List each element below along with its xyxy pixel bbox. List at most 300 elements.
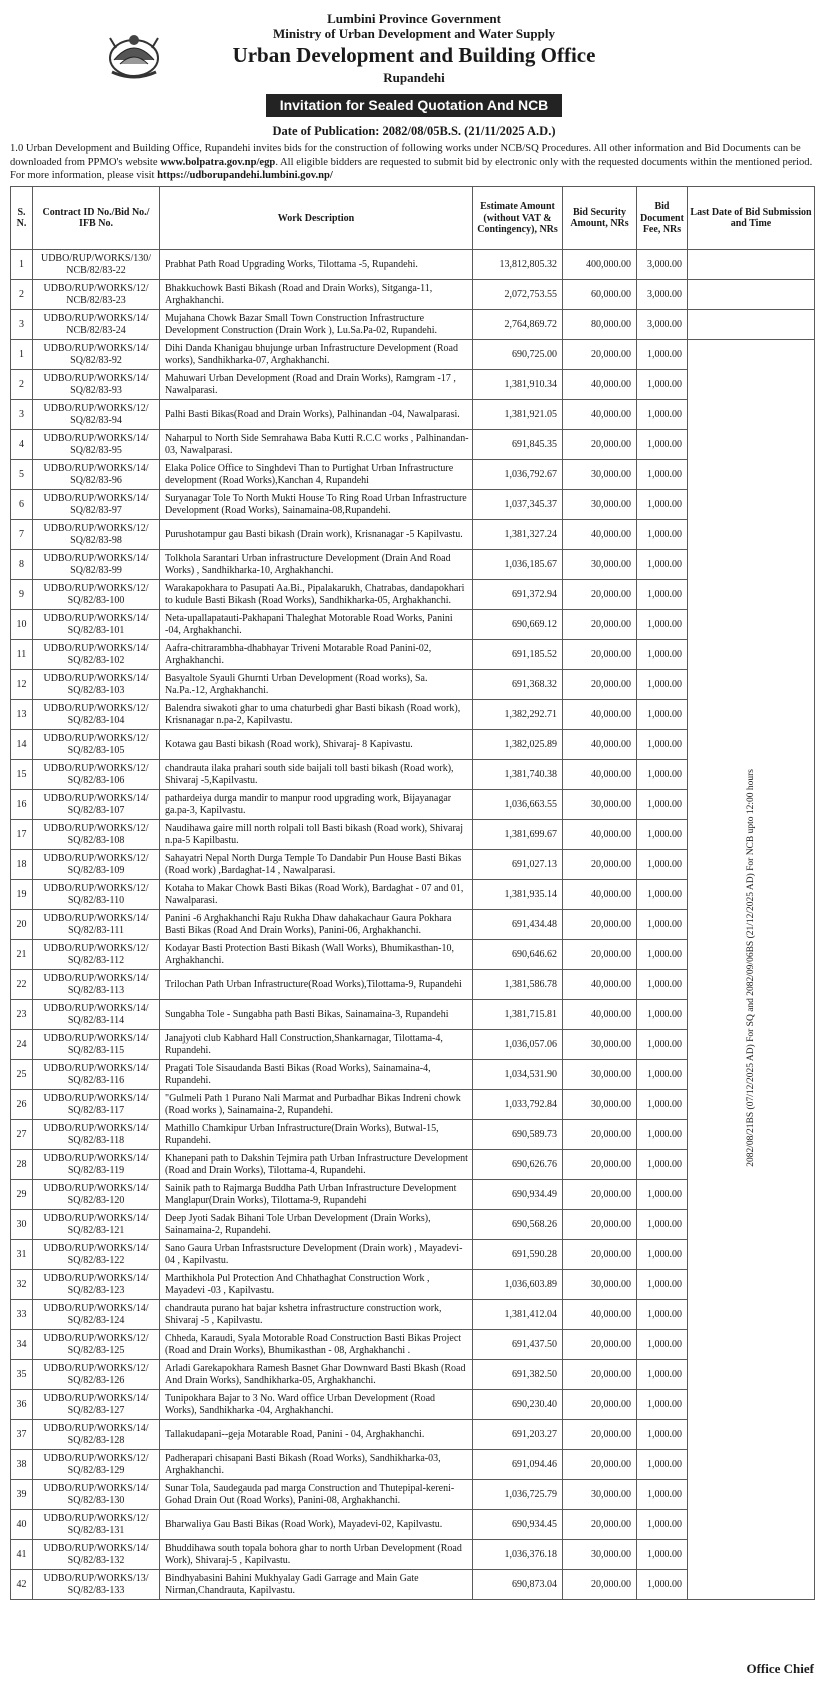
row-sn: 39: [11, 1480, 33, 1510]
row-contract-id: UDBO/RUP/WORKS/14/ SQ/82/83-116: [33, 1060, 160, 1090]
row-bid-security: 30,000.00: [563, 490, 637, 520]
row-document-fee: 1,000.00: [637, 580, 688, 610]
row-work-description: Deep Jyoti Sadak Bihani Tole Urban Development (Drain Works), Sainamaina-2, Rupandehi.: [160, 1210, 473, 1240]
row-document-fee: 1,000.00: [637, 370, 688, 400]
row-contract-id: UDBO/RUP/WORKS/12/ SQ/82/83-108: [33, 820, 160, 850]
row-bid-security: 30,000.00: [563, 1480, 637, 1510]
row-sn: 3: [11, 400, 33, 430]
row-estimate-amount: 690,873.04: [473, 1570, 563, 1600]
row-document-fee: 3,000.00: [637, 280, 688, 310]
row-sn: 27: [11, 1120, 33, 1150]
row-work-description: Bindhyabasini Bahini Mukhyalay Gadi Garrage and Main Gate Nirman,Chandrauta, Kapilvastu.: [160, 1570, 473, 1600]
row-work-description: Padherapari chisapani Basti Bikash (Road Works), Sandhikharka-03, Arghakhanchi.: [160, 1450, 473, 1480]
header-sn: S. N.: [11, 187, 33, 250]
row-document-fee: 1,000.00: [637, 1420, 688, 1450]
row-document-fee: 1,000.00: [637, 1300, 688, 1330]
row-work-description: pathardeiya durga mandir to manpur rood upgrading work, Bijayanagar ga.pa-3, Kapilvastu.: [160, 790, 473, 820]
row-work-description: Tolkhola Sarantari Urban infrastructure Development (Drain And Road Works) , Sandhikharka-10, Arghakhanchi.: [160, 550, 473, 580]
row-sn: 13: [11, 700, 33, 730]
row-estimate-amount: 691,382.50: [473, 1360, 563, 1390]
deadline-cell: [688, 340, 815, 1600]
row-work-description: Mahuwari Urban Development (Road and Drain Works), Ramgram -17 , Nawalparasi.: [160, 370, 473, 400]
row-contract-id: UDBO/RUP/WORKS/14/ SQ/82/83-107: [33, 790, 160, 820]
intro-paragraph: [10, 142, 818, 183]
row-contract-id: UDBO/RUP/WORKS/14/ SQ/82/83-121: [33, 1210, 160, 1240]
row-sn: 20: [11, 910, 33, 940]
row-contract-id: UDBO/RUP/WORKS/14/ SQ/82/83-119: [33, 1150, 160, 1180]
row-estimate-amount: 1,036,376.18: [473, 1540, 563, 1570]
row-bid-security: 30,000.00: [563, 1540, 637, 1570]
row-estimate-amount: 13,812,805.32: [473, 250, 563, 280]
row-contract-id: UDBO/RUP/WORKS/12/ SQ/82/83-126: [33, 1360, 160, 1390]
ministry-name: Ministry of Urban Development and Water Supply: [273, 25, 555, 41]
row-bid-security: 20,000.00: [563, 610, 637, 640]
row-contract-id: UDBO/RUP/WORKS/14/ SQ/82/83-118: [33, 1120, 160, 1150]
row-work-description: Balendra siwakoti ghar to uma chaturbedi ghar Basti bikash (Road work), Krisnanagar n.pa-2, Kapilvastu.: [160, 700, 473, 730]
row-bid-security: 20,000.00: [563, 1150, 637, 1180]
row-sn: 37: [11, 1420, 33, 1450]
row-contract-id: UDBO/RUP/WORKS/14/ SQ/82/83-117: [33, 1090, 160, 1120]
row-work-description: Sainik path to Rajmarga Buddha Path Urban Infrastructure Development Manglapur(Drain Works), Tilottama-9, Rupandehi: [160, 1180, 473, 1210]
row-estimate-amount: 690,568.26: [473, 1210, 563, 1240]
intro-text-2: . All eligible bidders are requested to submit bid by electronic only with the requested documents within the mentioned period. For more information, please visit: [10, 156, 813, 182]
bolpatra-link[interactable]: www.bolpatra.gov.np/egp: [160, 156, 276, 168]
row-bid-security: 40,000.00: [563, 700, 637, 730]
row-document-fee: 1,000.00: [637, 850, 688, 880]
row-bid-security: 20,000.00: [563, 580, 637, 610]
row-sn: 35: [11, 1360, 33, 1390]
row-sn: 8: [11, 550, 33, 580]
row-bid-security: 40,000.00: [563, 820, 637, 850]
row-sn: 9: [11, 580, 33, 610]
row-estimate-amount: 1,381,327.24: [473, 520, 563, 550]
row-contract-id: UDBO/RUP/WORKS/14/ SQ/82/83-102: [33, 640, 160, 670]
row-document-fee: 1,000.00: [637, 1060, 688, 1090]
row-bid-security: 20,000.00: [563, 910, 637, 940]
row-bid-security: 40,000.00: [563, 730, 637, 760]
row-work-description: Trilochan Path Urban Infrastructure(Road Works),Tilottama-9, Rupandehi: [160, 970, 473, 1000]
row-document-fee: 1,000.00: [637, 700, 688, 730]
row-estimate-amount: 1,037,345.37: [473, 490, 563, 520]
row-contract-id: UDBO/RUP/WORKS/12/ SQ/82/83-98: [33, 520, 160, 550]
row-work-description: Khanepani path to Dakshin Tejmira path Urban Infrastructure Development (Road and Drain Works), Tilottama-4, Rupandehi.: [160, 1150, 473, 1180]
row-document-fee: 1,000.00: [637, 1120, 688, 1150]
row-estimate-amount: 2,072,753.55: [473, 280, 563, 310]
row-bid-security: 20,000.00: [563, 1450, 637, 1480]
notice-banner: Invitation for Sealed Quotation And NCB: [266, 94, 563, 117]
row-contract-id: UDBO/RUP/WORKS/14/ SQ/82/83-130: [33, 1480, 160, 1510]
row-work-description: Sungabha Tole - Sungabha path Basti Bikas, Sainamaina-3, Rupandehi: [160, 1000, 473, 1030]
row-document-fee: 1,000.00: [637, 1540, 688, 1570]
row-estimate-amount: 690,589.73: [473, 1120, 563, 1150]
row-contract-id: UDBO/RUP/WORKS/14/ SQ/82/83-123: [33, 1270, 160, 1300]
row-estimate-amount: 1,382,025.89: [473, 730, 563, 760]
row-contract-id: UDBO/RUP/WORKS/14/ NCB/82/83-24: [33, 310, 160, 340]
row-work-description: Arladi Garekapokhara Ramesh Basnet Ghar Downward Basti Bkash (Road And Drain Works), Sandhikharka-05, Arghakhanchi.: [160, 1360, 473, 1390]
row-document-fee: 3,000.00: [637, 310, 688, 340]
row-document-fee: 1,000.00: [637, 1240, 688, 1270]
row-work-description: Bharwaliya Gau Basti Bikas (Road Work), Mayadevi-02, Kapilvastu.: [160, 1510, 473, 1540]
row-bid-security: 30,000.00: [563, 460, 637, 490]
row-contract-id: UDBO/RUP/WORKS/12/ SQ/82/83-100: [33, 580, 160, 610]
row-contract-id: UDBO/RUP/WORKS/12/ SQ/82/83-131: [33, 1510, 160, 1540]
row-estimate-amount: 1,381,715.81: [473, 1000, 563, 1030]
row-contract-id: UDBO/RUP/WORKS/13/ SQ/82/83-133: [33, 1570, 160, 1600]
row-sn: 21: [11, 940, 33, 970]
row-contract-id: UDBO/RUP/WORKS/14/ SQ/82/83-97: [33, 490, 160, 520]
row-work-description: Chheda, Karaudi, Syala Motorable Road Construction Basti Bikas Project (Road and Drain Works), Bhumikasthan - 08, Arghakhanchi .: [160, 1330, 473, 1360]
row-bid-security: 40,000.00: [563, 400, 637, 430]
row-contract-id: UDBO/RUP/WORKS/12/ SQ/82/83-106: [33, 760, 160, 790]
row-work-description: chandrauta purano hat bajar kshetra infrastructure construction work, Shivaraj -5 , Kapilvastu.: [160, 1300, 473, 1330]
row-sn: 6: [11, 490, 33, 520]
bid-table: [10, 186, 815, 1600]
table-row: [11, 340, 815, 370]
publication-date: Date of Publication: 2082/08/05B.S. (21/11/2025 A.D.): [272, 123, 556, 138]
row-document-fee: 1,000.00: [637, 640, 688, 670]
row-estimate-amount: 691,203.27: [473, 1420, 563, 1450]
row-work-description: Mathillo Chamkipur Urban Infrastructure(Drain Works), Butwal-15, Rupandehi.: [160, 1120, 473, 1150]
row-document-fee: 1,000.00: [637, 1480, 688, 1510]
row-contract-id: UDBO/RUP/WORKS/14/ SQ/82/83-96: [33, 460, 160, 490]
row-bid-security: 400,000.00: [563, 250, 637, 280]
row-sn: 15: [11, 760, 33, 790]
row-contract-id: UDBO/RUP/WORKS/12/ SQ/82/83-94: [33, 400, 160, 430]
row-contract-id: UDBO/RUP/WORKS/14/ SQ/82/83-132: [33, 1540, 160, 1570]
row-sn: 26: [11, 1090, 33, 1120]
row-sn: 1: [11, 340, 33, 370]
row-estimate-amount: 1,381,699.67: [473, 820, 563, 850]
row-estimate-amount: 1,036,185.67: [473, 550, 563, 580]
row-bid-security: 20,000.00: [563, 1390, 637, 1420]
row-sn: 12: [11, 670, 33, 700]
row-contract-id: UDBO/RUP/WORKS/14/ SQ/82/83-114: [33, 1000, 160, 1030]
row-sn: 31: [11, 1240, 33, 1270]
row-bid-security: 20,000.00: [563, 1360, 637, 1390]
row-document-fee: 1,000.00: [637, 400, 688, 430]
header-document-fee: Bid Document Fee, NRs: [637, 187, 688, 250]
row-estimate-amount: 690,725.00: [473, 340, 563, 370]
row-document-fee: 1,000.00: [637, 1270, 688, 1300]
table-header-row: [11, 187, 815, 250]
row-bid-security: 40,000.00: [563, 1300, 637, 1330]
notice-page: [10, 12, 818, 1683]
row-contract-id: UDBO/RUP/WORKS/14/ SQ/82/83-101: [33, 610, 160, 640]
row-bid-security: 40,000.00: [563, 760, 637, 790]
row-estimate-amount: 1,036,603.89: [473, 1270, 563, 1300]
row-estimate-amount: 691,368.32: [473, 670, 563, 700]
row-bid-security: 40,000.00: [563, 970, 637, 1000]
row-sn: 14: [11, 730, 33, 760]
row-sn: 30: [11, 1210, 33, 1240]
table-row: [11, 310, 815, 340]
row-bid-security: 20,000.00: [563, 1120, 637, 1150]
row-sn: 28: [11, 1150, 33, 1180]
row-document-fee: 1,000.00: [637, 760, 688, 790]
row-document-fee: 1,000.00: [637, 1180, 688, 1210]
row-work-description: Kotawa gau Basti bikash (Road work), Shivaraj- 8 Kapivastu.: [160, 730, 473, 760]
row-contract-id: UDBO/RUP/WORKS/12/ SQ/82/83-109: [33, 850, 160, 880]
row-contract-id: UDBO/RUP/WORKS/14/ SQ/82/83-115: [33, 1030, 160, 1060]
row-work-description: Basyaltole Syauli Ghurnti Urban Development (Road works), Sa. Na.Pa.-12, Arghakhanchi.: [160, 670, 473, 700]
row-estimate-amount: 1,033,792.84: [473, 1090, 563, 1120]
row-document-fee: 1,000.00: [637, 1090, 688, 1120]
row-sn: 40: [11, 1510, 33, 1540]
row-estimate-amount: 691,590.28: [473, 1240, 563, 1270]
row-contract-id: UDBO/RUP/WORKS/12/ NCB/82/83-23: [33, 280, 160, 310]
district-name: Rupandehi: [383, 70, 445, 86]
header-last-date: Last Date of Bid Submission and Time: [688, 187, 815, 250]
row-document-fee: 1,000.00: [637, 1330, 688, 1360]
row-contract-id: UDBO/RUP/WORKS/14/ SQ/82/83-127: [33, 1390, 160, 1420]
row-bid-security: 30,000.00: [563, 1060, 637, 1090]
row-work-description: Sahayatri Nepal North Durga Temple To Dandabir Pun House Basti Bikas (Road work) ,Bardaghat-14 , Nawalparasi.: [160, 850, 473, 880]
header-contract-id: Contract ID No./Bid No./ IFB No.: [33, 187, 160, 250]
row-contract-id: UDBO/RUP/WORKS/12/ SQ/82/83-110: [33, 880, 160, 910]
province-name: Lumbini Province Government: [327, 11, 501, 26]
row-sn: 36: [11, 1390, 33, 1420]
row-estimate-amount: 691,845.35: [473, 430, 563, 460]
row-sn: 33: [11, 1300, 33, 1330]
row-work-description: Janajyoti club Kabhard Hall Construction,Shankarnagar, Tilottama-4, Rupandehi.: [160, 1030, 473, 1060]
row-estimate-amount: 2,764,869.72: [473, 310, 563, 340]
row-contract-id: UDBO/RUP/WORKS/14/ SQ/82/83-113: [33, 970, 160, 1000]
row-estimate-amount: 1,381,412.04: [473, 1300, 563, 1330]
row-work-description: Pragati Tole Sisaudanda Basti Bikas (Road Works), Sainamaina-4, Rupandehi.: [160, 1060, 473, 1090]
row-contract-id: UDBO/RUP/WORKS/14/ SQ/82/83-111: [33, 910, 160, 940]
row-bid-security: 20,000.00: [563, 670, 637, 700]
row-estimate-amount: 691,372.94: [473, 580, 563, 610]
table-row: [11, 280, 815, 310]
row-contract-id: UDBO/RUP/WORKS/14/ SQ/82/83-95: [33, 430, 160, 460]
office-chief-signature: Office Chief: [746, 1661, 814, 1676]
row-sn: 3: [11, 310, 33, 340]
row-sn: 23: [11, 1000, 33, 1030]
office-name: Urban Development and Building Office: [232, 42, 596, 67]
row-estimate-amount: 690,934.45: [473, 1510, 563, 1540]
row-estimate-amount: 691,027.13: [473, 850, 563, 880]
row-work-description: Kodayar Basti Protection Basti Bikash (Wall Works), Bhumikasthan-10, Arghakhanchi.: [160, 940, 473, 970]
row-contract-id: UDBO/RUP/WORKS/130/ NCB/82/83-22: [33, 250, 160, 280]
row-last-date-empty: [688, 250, 815, 280]
row-contract-id: UDBO/RUP/WORKS/12/ SQ/82/83-105: [33, 730, 160, 760]
row-estimate-amount: 1,381,586.78: [473, 970, 563, 1000]
row-bid-security: 40,000.00: [563, 520, 637, 550]
row-bid-security: 30,000.00: [563, 1270, 637, 1300]
header-bid-security: Bid Security Amount, NRs: [563, 187, 637, 250]
row-work-description: Elaka Police Office to Singhdevi Than to Purtighat Urban Infrastructure development (Road Works),Kanchan 4, Rupandehi: [160, 460, 473, 490]
row-document-fee: 1,000.00: [637, 970, 688, 1000]
row-bid-security: 30,000.00: [563, 790, 637, 820]
row-work-description: Tallakudapani--geja Motarable Road, Panini - 04, Arghakhanchi.: [160, 1420, 473, 1450]
row-sn: 41: [11, 1540, 33, 1570]
row-estimate-amount: 1,381,910.34: [473, 370, 563, 400]
row-work-description: Kotaha to Makar Chowk Basti Bikas (Road Work), Bardaghat - 07 and 01, Nawalparasi.: [160, 880, 473, 910]
row-sn: 38: [11, 1450, 33, 1480]
row-last-date-empty: [688, 280, 815, 310]
row-work-description: Bhakkuchowk Basti Bikash (Road and Drain Works), Sitganga-11, Arghakhanchi.: [160, 280, 473, 310]
row-sn: 19: [11, 880, 33, 910]
row-document-fee: 1,000.00: [637, 1510, 688, 1540]
row-work-description: Palhi Basti Bikas(Road and Drain Works), Palhinandan -04, Nawalparasi.: [160, 400, 473, 430]
row-work-description: chandrauta ilaka prahari south side baijali toll basti bikash (Road work), Shivaraj -5,Kapilvastu.: [160, 760, 473, 790]
row-estimate-amount: 690,230.40: [473, 1390, 563, 1420]
row-work-description: Sunar Tola, Saudegauda pad marga Construction and Thutepipal-kereni-Gohad Drain Out (Road Works), Panini-08, Arghakhanchi.: [160, 1480, 473, 1510]
row-document-fee: 1,000.00: [637, 910, 688, 940]
row-document-fee: 1,000.00: [637, 1450, 688, 1480]
row-sn: 22: [11, 970, 33, 1000]
row-work-description: Naudihawa gaire mill north rolpali toll Basti bikash (Road work), Shivaraj n.pa-5 Kapilbastu.: [160, 820, 473, 850]
deadline-note: 2082/08/21BS (07/12/2025 AD) For SQ and 2082/09/06BS (21/12/2025 AD) For NCB upto 12:00 hours: [745, 769, 756, 1167]
row-estimate-amount: 1,381,935.14: [473, 880, 563, 910]
header-work-description: Work Description: [160, 187, 473, 250]
row-estimate-amount: 690,626.76: [473, 1150, 563, 1180]
row-estimate-amount: 1,036,663.55: [473, 790, 563, 820]
row-document-fee: 1,000.00: [637, 520, 688, 550]
row-estimate-amount: 1,036,725.79: [473, 1480, 563, 1510]
row-contract-id: UDBO/RUP/WORKS/14/ SQ/82/83-122: [33, 1240, 160, 1270]
row-sn: 10: [11, 610, 33, 640]
row-document-fee: 1,000.00: [637, 490, 688, 520]
row-bid-security: 80,000.00: [563, 310, 637, 340]
row-document-fee: 1,000.00: [637, 1030, 688, 1060]
row-bid-security: 20,000.00: [563, 1240, 637, 1270]
row-bid-security: 20,000.00: [563, 430, 637, 460]
row-sn: 24: [11, 1030, 33, 1060]
row-document-fee: 1,000.00: [637, 820, 688, 850]
row-bid-security: 20,000.00: [563, 1510, 637, 1540]
row-estimate-amount: 691,185.52: [473, 640, 563, 670]
table-row: [11, 250, 815, 280]
intro-text-1: 1.0 Urban Development and Building Office, Rupandehi invites bids for the construction of following works under NCB/SQ Procedures. All other information and Bid Documents can be downloaded from PPMO's website: [10, 142, 801, 168]
row-bid-security: 20,000.00: [563, 1180, 637, 1210]
row-estimate-amount: 690,646.62: [473, 940, 563, 970]
row-bid-security: 30,000.00: [563, 550, 637, 580]
row-document-fee: 1,000.00: [637, 1360, 688, 1390]
row-estimate-amount: 1,381,740.38: [473, 760, 563, 790]
row-document-fee: 1,000.00: [637, 790, 688, 820]
row-work-description: Panini -6 Arghakhanchi Raju Rukha Dhaw dahakachaur Gaura Pokhara Basti Bikas (Road And Drain Works), Panini-06, Arghakhanchi.: [160, 910, 473, 940]
row-work-description: Naharpul to North Side Semrahawa Baba Kutti R.C.C works , Palhinandan-03, Nawalparasi.: [160, 430, 473, 460]
row-document-fee: 1,000.00: [637, 1150, 688, 1180]
row-bid-security: 30,000.00: [563, 1090, 637, 1120]
row-bid-security: 40,000.00: [563, 880, 637, 910]
nepal-emblem-icon: [106, 28, 162, 84]
row-bid-security: 20,000.00: [563, 940, 637, 970]
row-sn: 11: [11, 640, 33, 670]
row-contract-id: UDBO/RUP/WORKS/14/ SQ/82/83-103: [33, 670, 160, 700]
row-contract-id: UDBO/RUP/WORKS/14/ SQ/82/83-128: [33, 1420, 160, 1450]
row-estimate-amount: 1,036,792.67: [473, 460, 563, 490]
row-document-fee: 1,000.00: [637, 670, 688, 700]
row-sn: 34: [11, 1330, 33, 1360]
row-bid-security: 20,000.00: [563, 1420, 637, 1450]
row-estimate-amount: 1,381,921.05: [473, 400, 563, 430]
row-sn: 25: [11, 1060, 33, 1090]
row-sn: 17: [11, 820, 33, 850]
row-contract-id: UDBO/RUP/WORKS/14/ SQ/82/83-92: [33, 340, 160, 370]
row-work-description: Suryanagar Tole To North Mukti House To Ring Road Urban Infrastructure Development (Road Works), Sainamaina-08,Rupandehi.: [160, 490, 473, 520]
row-document-fee: 1,000.00: [637, 1390, 688, 1420]
row-sn: 5: [11, 460, 33, 490]
row-last-date-empty: [688, 310, 815, 340]
row-bid-security: 20,000.00: [563, 1330, 637, 1360]
row-bid-security: 20,000.00: [563, 340, 637, 370]
row-work-description: Sano Gaura Urban Infrastsructure Development (Drain work) , Mayadevi-04 , Kapilvastu.: [160, 1240, 473, 1270]
row-bid-security: 20,000.00: [563, 850, 637, 880]
row-bid-security: 30,000.00: [563, 1030, 637, 1060]
row-estimate-amount: 691,434.48: [473, 910, 563, 940]
row-estimate-amount: 1,382,292.71: [473, 700, 563, 730]
row-estimate-amount: 1,034,531.90: [473, 1060, 563, 1090]
row-contract-id: UDBO/RUP/WORKS/12/ SQ/82/83-129: [33, 1450, 160, 1480]
row-estimate-amount: 1,036,057.06: [473, 1030, 563, 1060]
row-document-fee: 1,000.00: [637, 430, 688, 460]
row-document-fee: 1,000.00: [637, 610, 688, 640]
row-document-fee: 1,000.00: [637, 730, 688, 760]
row-estimate-amount: 690,669.12: [473, 610, 563, 640]
row-work-description: Neta-upallapatauti-Pakhapani Thaleghat Motorable Road Works, Panini -04, Arghakhanchi.: [160, 610, 473, 640]
row-sn: 1: [11, 250, 33, 280]
row-contract-id: UDBO/RUP/WORKS/14/ SQ/82/83-93: [33, 370, 160, 400]
row-sn: 4: [11, 430, 33, 460]
row-work-description: Mujahana Chowk Bazar Small Town Construction Infrastructure Development Construction (Drain Work ), Lu.Sa.Pa-02, Rupandehi.: [160, 310, 473, 340]
row-work-description: Prabhat Path Road Upgrading Works, Tilottama -5, Rupandehi.: [160, 250, 473, 280]
row-work-description: Dihi Danda Khanigau bhujunge urban Infrastructure Development (Road works), Sandhikharka-07, Arghakhanchi.: [160, 340, 473, 370]
row-estimate-amount: 690,934.49: [473, 1180, 563, 1210]
row-sn: 2: [11, 370, 33, 400]
row-work-description: Purushotampur gau Basti bikash (Drain work), Krisnanagar -5 Kapilvastu.: [160, 520, 473, 550]
row-document-fee: 1,000.00: [637, 460, 688, 490]
row-bid-security: 40,000.00: [563, 370, 637, 400]
row-work-description: Tunipokhara Bajar to 3 No. Ward office Urban Development (Road Works), Sandhikharka -04, Arghakhanchi.: [160, 1390, 473, 1420]
row-document-fee: 1,000.00: [637, 880, 688, 910]
row-contract-id: UDBO/RUP/WORKS/12/ SQ/82/83-125: [33, 1330, 160, 1360]
row-sn: 2: [11, 280, 33, 310]
row-work-description: Warakapokhara to Pasupati Aa.Bi., Pipalakarukh, Chatrabas, dandapokhari to kudule Basti Bikash (Road Works), Sandhikharka-05, Arghakhanchi.: [160, 580, 473, 610]
row-estimate-amount: 691,094.46: [473, 1450, 563, 1480]
row-bid-security: 20,000.00: [563, 1570, 637, 1600]
row-contract-id: UDBO/RUP/WORKS/14/ SQ/82/83-124: [33, 1300, 160, 1330]
row-sn: 16: [11, 790, 33, 820]
row-work-description: Marthikhola Pul Protection And Chhathaghat Construction Work , Mayadevi -03 , Kapilvastu.: [160, 1270, 473, 1300]
row-work-description: "Gulmeli Path 1 Purano Nali Marmat and Purbadhar Bikas Indreni chowk (Road works ), Sainamaina-2, Rupandehi.: [160, 1090, 473, 1120]
row-bid-security: 20,000.00: [563, 1210, 637, 1240]
row-estimate-amount: 691,437.50: [473, 1330, 563, 1360]
row-document-fee: 1,000.00: [637, 340, 688, 370]
row-contract-id: UDBO/RUP/WORKS/12/ SQ/82/83-104: [33, 700, 160, 730]
office-website-link[interactable]: https://udborupandehi.lumbini.gov.np/: [157, 170, 333, 182]
row-contract-id: UDBO/RUP/WORKS/14/ SQ/82/83-99: [33, 550, 160, 580]
row-bid-security: 40,000.00: [563, 1000, 637, 1030]
row-bid-security: 60,000.00: [563, 280, 637, 310]
row-contract-id: UDBO/RUP/WORKS/14/ SQ/82/83-120: [33, 1180, 160, 1210]
row-work-description: Bhuddihawa south topala bohora ghar to north Urban Development (Road Work), Shivaraj-5 , Kapilvastu.: [160, 1540, 473, 1570]
row-document-fee: 1,000.00: [637, 1570, 688, 1600]
row-sn: 7: [11, 520, 33, 550]
row-contract-id: UDBO/RUP/WORKS/12/ SQ/82/83-112: [33, 940, 160, 970]
row-document-fee: 1,000.00: [637, 940, 688, 970]
row-document-fee: 1,000.00: [637, 1210, 688, 1240]
row-document-fee: 1,000.00: [637, 1000, 688, 1030]
row-document-fee: 3,000.00: [637, 250, 688, 280]
row-sn: 18: [11, 850, 33, 880]
row-sn: 29: [11, 1180, 33, 1210]
row-work-description: Aafra-chitrarambha-dhabhayar Triveni Motarable Road Panini-02, Arghakhanchi.: [160, 640, 473, 670]
row-sn: 32: [11, 1270, 33, 1300]
row-sn: 42: [11, 1570, 33, 1600]
row-document-fee: 1,000.00: [637, 550, 688, 580]
